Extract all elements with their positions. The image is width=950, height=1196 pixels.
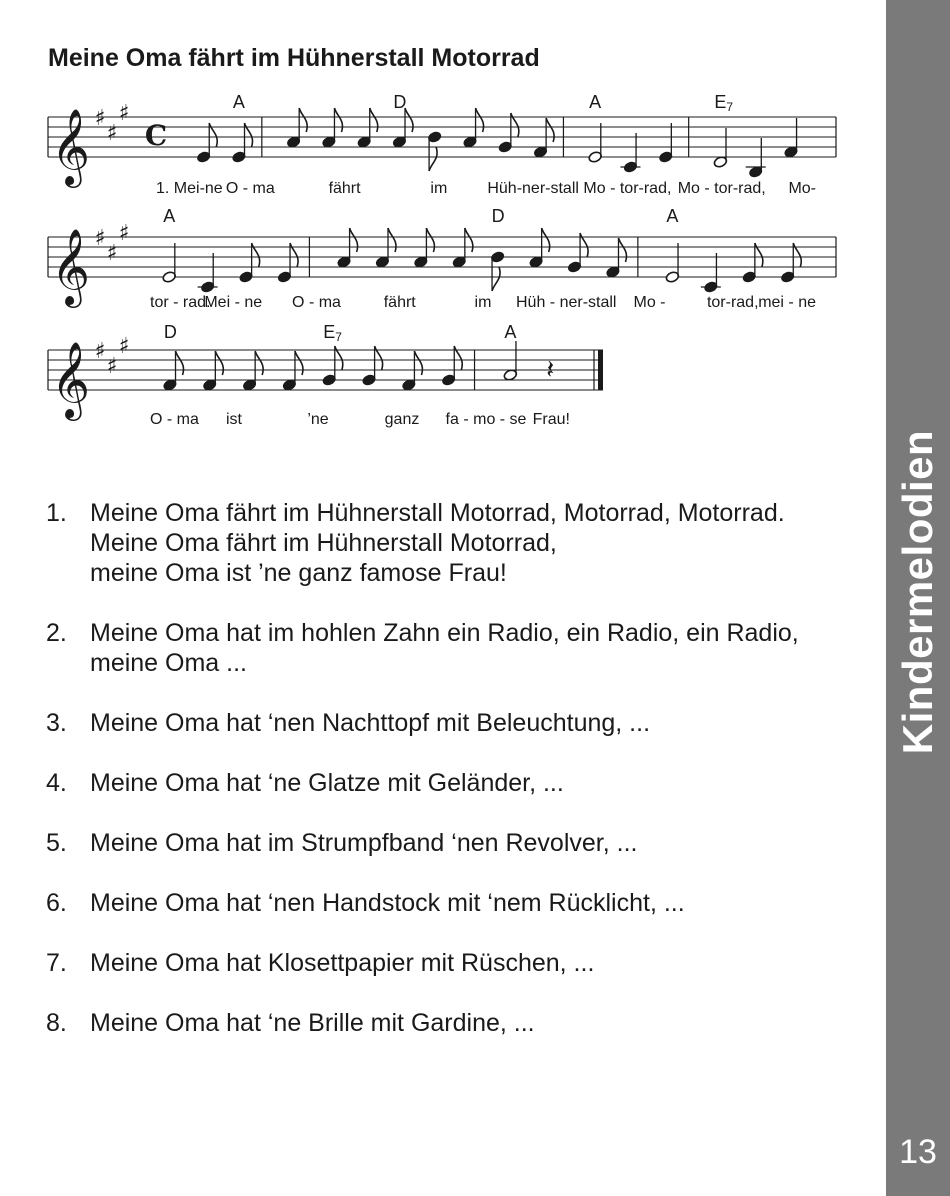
verse-line: Meine Oma hat im hohlen Zahn ein Radio, ein Radio, ein Radio, bbox=[90, 619, 799, 647]
verse-text bbox=[90, 888, 685, 918]
song-title: Meine Oma fährt im Hühnerstall Motorrad bbox=[48, 44, 540, 72]
verse-text bbox=[90, 618, 799, 678]
verse-line: Meine Oma hat im Strumpfband ‘nen Revolver, ... bbox=[90, 829, 638, 857]
verse-text bbox=[90, 828, 637, 858]
note-flag bbox=[176, 351, 184, 375]
chapter-label: Kindermelodien bbox=[894, 429, 941, 755]
verse-line: Meine Oma hat Klosettpapier mit Rüschen, ... bbox=[90, 949, 595, 977]
verse-number: 7. bbox=[46, 949, 67, 977]
verse-number: 1. bbox=[46, 499, 67, 527]
lyric-syllable: Hüh-ner-stall bbox=[487, 180, 579, 197]
chord-symbol: D bbox=[393, 92, 407, 112]
sharp-icon: ♯ bbox=[106, 241, 118, 266]
verse-line: Meine Oma hat ‘ne Brille mit Gardine, ... bbox=[90, 1009, 535, 1037]
note-flag bbox=[546, 118, 554, 142]
verse-line: Meine Oma fährt im Hühnerstall Motorrad, Motorrad, Motorrad. bbox=[90, 499, 785, 527]
lyric-syllable: O - ma bbox=[150, 411, 199, 428]
note-flag bbox=[255, 351, 263, 375]
verse-number: 5. bbox=[46, 829, 67, 857]
verse-text bbox=[90, 1008, 535, 1038]
note-flag bbox=[295, 351, 303, 375]
verse-text bbox=[90, 768, 564, 798]
sheet-music bbox=[0, 0, 886, 470]
final-barline-thick bbox=[598, 350, 603, 390]
lyric-syllable: im bbox=[430, 180, 448, 197]
note-flag bbox=[215, 351, 223, 375]
chord-symbol: A bbox=[232, 92, 245, 112]
verse-text bbox=[90, 708, 650, 738]
verse-6 bbox=[46, 888, 685, 918]
note-flag bbox=[414, 351, 422, 375]
chord-symbol: A bbox=[589, 92, 602, 112]
lyric-syllable: Frau! bbox=[532, 411, 570, 428]
lyric-syllable: fa - mo - se bbox=[445, 411, 527, 428]
treble-clef-icon: 𝄞 bbox=[51, 228, 91, 305]
verse-1 bbox=[46, 498, 785, 588]
page-number: 13 bbox=[899, 1133, 937, 1171]
note-flag bbox=[618, 238, 626, 262]
lyric-syllable: ist bbox=[226, 411, 242, 428]
note-flag bbox=[334, 108, 342, 132]
lyric-syllable: Mo - bbox=[633, 294, 666, 311]
verse-line: Meine Oma hat ‘nen Handstock mit ‘nem Rücklicht, ... bbox=[90, 889, 685, 917]
lyric-syllable: tor - rad. bbox=[150, 294, 211, 311]
chord-symbol: A bbox=[504, 322, 517, 342]
chord-symbol: D bbox=[163, 322, 177, 342]
verse-3 bbox=[46, 708, 650, 738]
note-flag bbox=[370, 108, 378, 132]
treble-clef-icon: 𝄞 bbox=[51, 108, 91, 185]
sharp-icon: ♯ bbox=[94, 339, 106, 364]
sharp-icon: ♯ bbox=[118, 334, 130, 359]
verse-7 bbox=[46, 948, 594, 978]
verse-line: meine Oma ist ’ne ganz famose Frau! bbox=[90, 559, 507, 587]
verse-number: 2. bbox=[46, 619, 67, 647]
lyric-syllable: fährt bbox=[383, 294, 416, 311]
sharp-icon: ♯ bbox=[118, 221, 130, 246]
verse-number: 4. bbox=[46, 769, 67, 797]
lyric-syllable: ’ne bbox=[307, 411, 329, 428]
staff-system-1 bbox=[48, 92, 836, 197]
verse-number: 8. bbox=[46, 1009, 67, 1037]
chord-symbol: A bbox=[163, 206, 176, 226]
chord-symbol: A bbox=[666, 206, 679, 226]
sharp-icon: ♯ bbox=[106, 354, 118, 379]
verse-text bbox=[90, 498, 785, 588]
lyric-syllable: O - ma bbox=[292, 294, 341, 311]
lyric-syllable: Hüh - ner-stall bbox=[516, 294, 617, 311]
lyric-syllable: Mo - tor-rad, bbox=[583, 180, 672, 197]
lyric-syllable: Mo - tor-rad, bbox=[677, 180, 766, 197]
sharp-icon: ♯ bbox=[94, 106, 106, 131]
lyric-syllable: ganz bbox=[384, 411, 420, 428]
lyric-syllable: mei - ne bbox=[758, 294, 816, 311]
lyric-syllable: 1. Mei-ne bbox=[156, 180, 223, 197]
note-flag bbox=[542, 228, 550, 252]
verse-line: meine Oma ... bbox=[90, 649, 247, 677]
note-flag bbox=[388, 228, 396, 252]
note-flag bbox=[465, 228, 473, 252]
verse-4 bbox=[46, 768, 564, 798]
lyric-syllable: tor-rad, bbox=[706, 294, 759, 311]
verse-line: Meine Oma hat ‘nen Nachttopf mit Beleuchtung, ... bbox=[90, 709, 651, 737]
verse-text bbox=[90, 948, 594, 978]
treble-clef-icon: 𝄞 bbox=[51, 341, 91, 418]
note-flag bbox=[299, 108, 307, 132]
lyric-syllable: fährt bbox=[328, 180, 361, 197]
verse-8 bbox=[46, 1008, 535, 1038]
lyric-syllable: im bbox=[474, 294, 492, 311]
note-flag bbox=[476, 108, 484, 132]
sharp-icon: ♯ bbox=[118, 101, 130, 126]
chord-symbol: E7 bbox=[323, 322, 342, 344]
common-time-icon: C bbox=[144, 119, 168, 152]
note-flag bbox=[492, 267, 500, 291]
note-flag bbox=[426, 228, 434, 252]
verse-line: Meine Oma fährt im Hühnerstall Motorrad, bbox=[90, 529, 557, 557]
quarter-rest-icon: 𝄽 bbox=[546, 355, 555, 385]
staff-system-3 bbox=[48, 322, 603, 428]
lyric-syllable: Mo- bbox=[788, 180, 816, 197]
verse-number: 3. bbox=[46, 709, 67, 737]
verse-5 bbox=[46, 828, 637, 858]
sharp-icon: ♯ bbox=[94, 226, 106, 251]
note-flag bbox=[350, 228, 358, 252]
note-flag bbox=[429, 147, 437, 171]
chord-symbol: D bbox=[491, 206, 505, 226]
verse-number: 6. bbox=[46, 889, 67, 917]
verse-2 bbox=[46, 618, 799, 678]
verse-line: Meine Oma hat ‘ne Glatze mit Geländer, ... bbox=[90, 769, 564, 797]
sharp-icon: ♯ bbox=[106, 121, 118, 146]
staff-system-2 bbox=[48, 206, 836, 311]
lyric-syllable: Mei - ne bbox=[204, 294, 263, 311]
chord-symbol: E7 bbox=[714, 92, 734, 114]
lyric-syllable: O - ma bbox=[225, 180, 275, 197]
